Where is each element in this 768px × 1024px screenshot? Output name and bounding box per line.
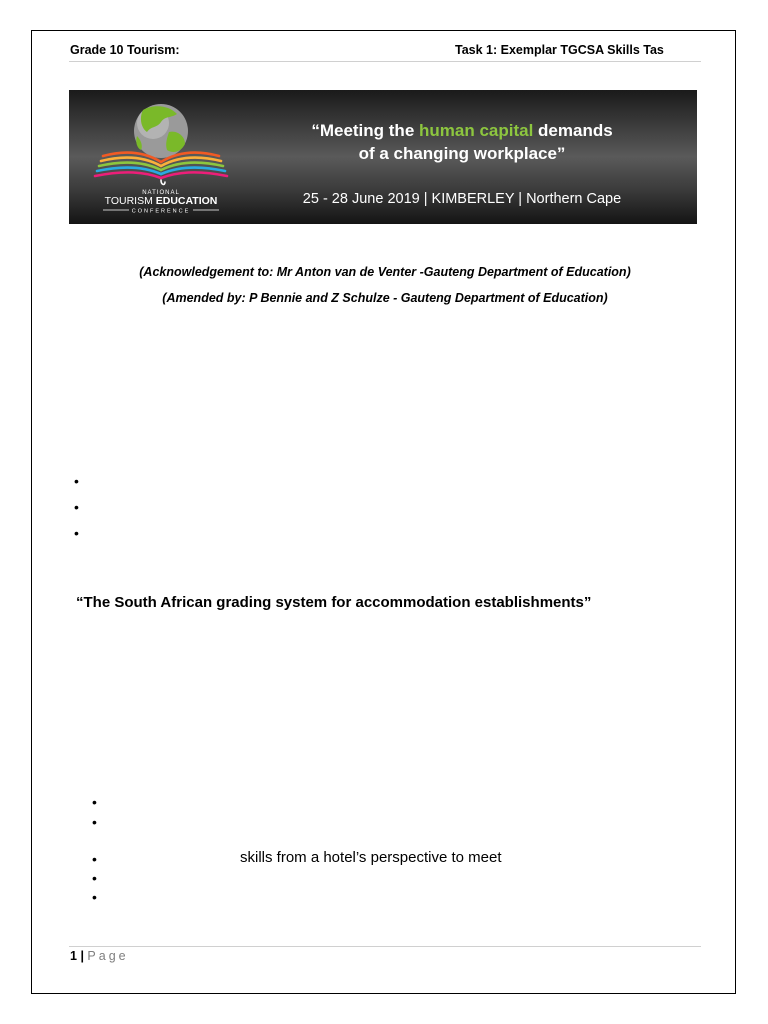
page-label: Page: [87, 949, 129, 963]
logo-text-conference: CONFERENCE: [131, 208, 191, 215]
list-bullet: •: [92, 889, 97, 905]
globe-icon: [134, 104, 188, 158]
logo-text-education: EDUCATION: [155, 195, 218, 207]
page-number: 1: [70, 949, 77, 963]
banner-tagline-line2: of a changing workplace”: [358, 144, 566, 163]
list-bullet: •: [92, 814, 97, 830]
tagline-quote-start: “Meeting the: [311, 121, 419, 140]
header-divider: [69, 61, 701, 62]
footer-divider: [69, 946, 701, 947]
list-bullet: •: [92, 794, 97, 810]
header-title-right: Task 1: Exemplar TGCSA Skills Tas: [455, 43, 664, 57]
conference-banner: [69, 90, 697, 224]
page-footer: [70, 949, 129, 963]
amended-by-line: (Amended by: P Bennie and Z Schulze - Gauteng Department of Education): [162, 291, 608, 305]
section-heading: “The South African grading system for accommodation establishments”: [76, 594, 592, 611]
list-bullet: •: [74, 525, 79, 541]
list-bullet: •: [74, 499, 79, 515]
list-bullet: •: [92, 851, 97, 867]
banner-event-details: 25 - 28 June 2019 | KIMBERLEY | Northern Cape: [302, 191, 622, 207]
logo-text-tourism: TOURISM: [104, 195, 153, 207]
banner-tagline-line1: [245, 121, 679, 141]
list-bullet: •: [74, 473, 79, 489]
conference-logo: [91, 96, 236, 218]
tagline-rest: demands: [533, 121, 613, 140]
svg-text:TOURISM EDUCATION: [105, 195, 218, 207]
footer-separator: |: [80, 949, 84, 963]
acknowledgement-line: (Acknowledgement to: Mr Anton van de Venter -Gauteng Department of Education): [139, 265, 631, 279]
logo-text-national: NATIONAL: [142, 190, 180, 196]
skills-text: skills from a hotel’s perspective to meet: [240, 849, 502, 866]
list-bullet: •: [92, 870, 97, 886]
header-title-left: Grade 10 Tourism:: [70, 43, 180, 57]
tagline-highlight: human capital: [419, 121, 534, 140]
